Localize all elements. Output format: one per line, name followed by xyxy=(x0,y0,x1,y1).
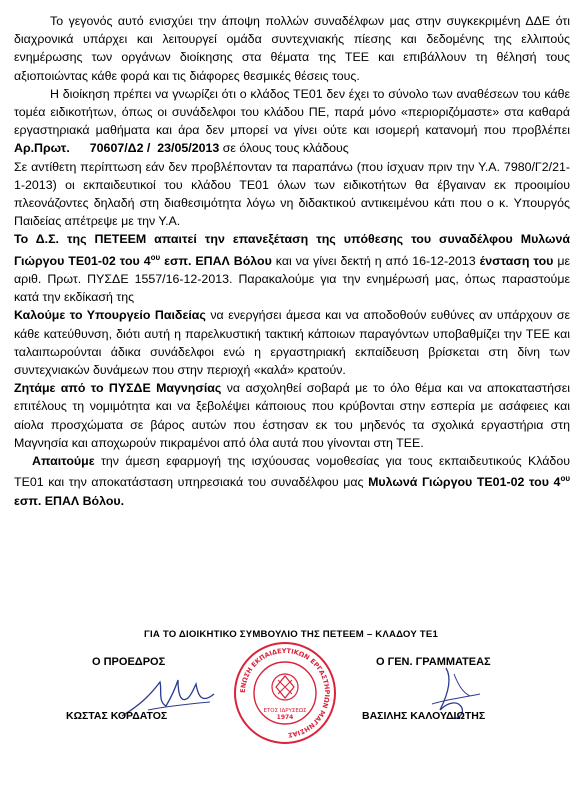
president-name: ΚΩΣΤΑΣ ΚΟΡΔΑΤΟΣ xyxy=(66,710,168,722)
secretary-role: Ο ΓΕΝ. ΓΡΑΜΜΑΤΕΑΣ xyxy=(376,656,491,668)
paragraph-6: Ζητάμε από το ΠΥΣΔΕ Μαγνησίας να ασχοληθεί σοβαρά με το όλο θέμα και να αποκαταστήσει επιτέλους τη νομιμότητα και να ξεβολέψει κάποιους που κρύβονται στην εσπερία με ασάφειες και αίολα προσχώματα σε βάρος αυτών που έστησαν εκ του μηδενός τα σχολικά εργαστήρια στη Μαγνησία και αποχωρούν πικραμένοι από όλα αυτά που γίνονται στη ΤΕΕ. xyxy=(14,381,570,450)
secretary-name: ΒΑΣΙΛΗΣ ΚΑΛΟΥΔΙΩΤΗΣ xyxy=(362,710,486,722)
president-role: Ο ΠΡΟΕΔΡΟΣ xyxy=(92,656,166,668)
union-seal xyxy=(232,640,338,746)
seal-emblem-icon xyxy=(272,674,298,700)
paragraph-5: Καλούμε το Υπουργείο Παιδείας να ενεργήσει άμεσα και να αποδοθούν ευθύνες αν υπάρχουν σε κάθε κατεύθυνση, διότι αυτή η παρελκυστική τακτική κάποιων παραγόντων υποβαθμίζει την ΤΕΕ και ταλαιπωρούνται άδικα συνάδελφοι ενώ η εργαστηριακή εκπαίδευση βρίσκεται στη δίνη των συντεχνιακών δυνάμεων που στην περιοχή «καλά» κρατούν. xyxy=(14,308,571,377)
board-signature-title: ΓΙΑ ΤΟ ΔΙΟΙΚΗΤΙΚΟ ΣΥΜΒΟΥΛΙΟ ΤΗΣ ΠΕΤΕΕΜ – ΚΛΑΔΟΥ ΤΕ1 xyxy=(144,629,438,640)
svg-text:1974: 1974 xyxy=(276,714,294,721)
paragraph-7: Απαιτούμε την άμεση εφαρμογή της ισχύουσας νομοθεσίας για τους εκπαιδευτικούς Κλάδου ΤΕ01 και την αποκατάσταση υπηρεσιακά του συναδέλφου μας Μυλωνά Γιώργου ΤΕ01-02 του $4^{o\upsilon}$ εσπ. ΕΠΑΛ Βόλου. xyxy=(14,454,570,508)
paragraph-1: Το γεγονός αυτό ενισχύει την άποψη πολλών συναδέλφων μας στην συγκεκριμένη ΔΔΕ ότι διαχρονικά υπάρχει και λειτουργεί ομάδα συντεχνιακής πίεσης και δεδομένης της ελλιπούς ενημέρωσης των οργάνων διοίκησης στα θέματα της ΤΕΕ και επιβάλλουν τη θέλησή τους αξιοποιώντας κάθε φορά και τις διάφορες θεσμικές θέσεις τους. xyxy=(14,14,570,83)
svg-text:ΕΤΟΣ ΙΔΡΥΣΕΩΣ: ΕΤΟΣ ΙΔΡΥΣΕΩΣ xyxy=(263,708,307,714)
protocol-reference: Αρ.Πρωτ. 70607/Δ2 / 23/05/2013 xyxy=(14,141,220,156)
paragraph-3: Σε αντίθετη περίπτωση εάν δεν προβλέπονταν τα παραπάνω (που ίσχυαν πριν την Υ.Α. 7980/Γ2/21-1-2013) οι εκπαιδευτικοί του κλάδου ΤΕ01 όλων των ειδικοτήτων θα έβγαιναν εκ προοιμίου πλεονάζοντες δηλαδή στη διαθεσιμότητα λόγω νη διδακτικού αντικειμένου κάτι που ο κ. Υπουργός Παιδείας απέτρεψε με την Υ.Α. xyxy=(14,159,570,229)
svg-text:ΕΝΩΣΗ ΕΚΠΑΙΔΕΥΤΙΚΩΝ ΕΡΓΑΣΤΗΡΙΩ: ΕΝΩΣΗ ΕΚΠΑΙΔΕΥΤΙΚΩΝ ΕΡΓΑΣΤΗΡΙΩΝ ΜΑΓΝΗΣΙΑΣ xyxy=(238,646,332,739)
letter-body xyxy=(14,12,570,510)
paragraph-2: Η διοίκηση πρέπει να γνωρίζει ότι ο κλάδος ΤΕ01 δεν έχει το σύνολο των αναθέσεων του κάθε τομέα ειδικοτήτων, όπως οι συνάδελφοι του κλάδου ΠΕ, παρά μόνο «περιοριζόμαστε» στα καθαρά εργαστηριακά μαθήματα και άρα δεν μπορεί να γίνει ούτε και ισομερή κατανομή που προβλέπει Αρ.Πρωτ. 70607/Δ2 / 23/05/2013 σε όλους τους κλάδους xyxy=(14,86,570,156)
paragraph-4: Το Δ.Σ. της ΠΕΤΕΕΜ απαιτεί την επανεξέταση της υπόθεσης του συναδέλφου Μυλωνά Γιώργου ΤΕ01-02 του $4^{o\upsilon}$ εσπ. ΕΠΑΛ Βόλου και να γίνει δεκτή η από 16-12-2013 ένσταση του με αριθ. Πρωτ. ΠΥΣΔΕ 1557/16-12-2013. Παρακαλούμε για την ενημέρωσή μας, όπως παραστούμε κατά την εκδίκασή της xyxy=(14,232,570,305)
